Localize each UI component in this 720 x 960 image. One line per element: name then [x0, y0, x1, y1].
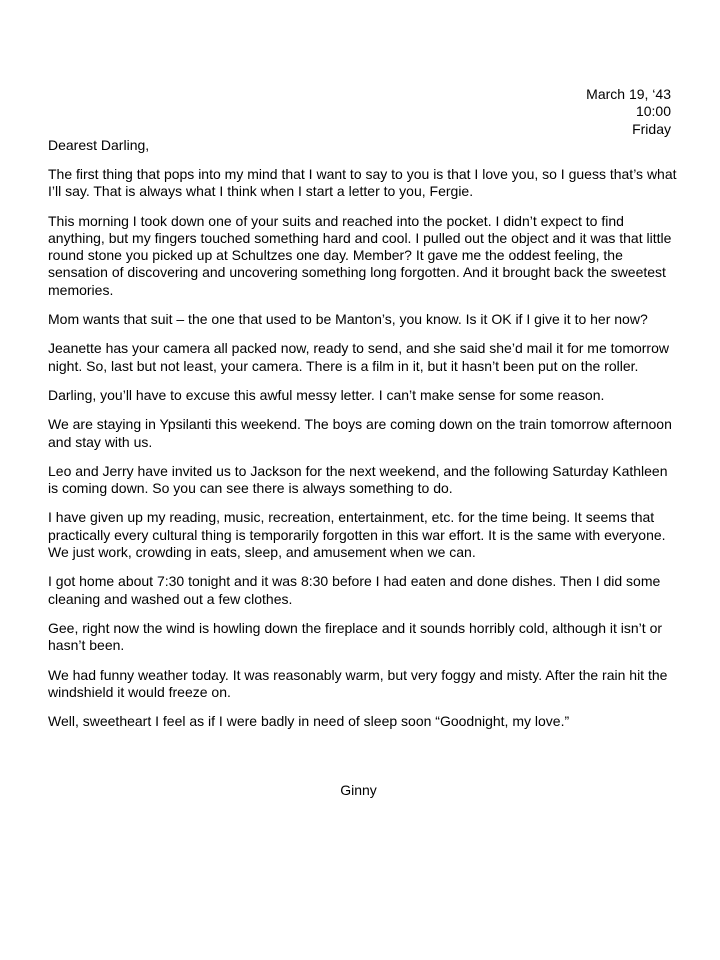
signature: Ginny — [340, 782, 377, 798]
letter-date: March 19, ‘43 — [586, 86, 671, 102]
letter-body — [48, 166, 680, 742]
paragraph: Leo and Jerry have invited us to Jackson for the next weekend, and the following Saturday Kathleen is coming down. So you can see there is always something to do. — [48, 462, 668, 497]
date-block — [586, 86, 671, 138]
paragraph: We are staying in Ypsilanti this weekend. The boys are coming down on the train tomorrow afternoon and stay with us. — [48, 416, 672, 450]
letter-day: Friday — [632, 120, 671, 137]
paragraph: This morning I took down one of your suits and reached into the pocket. I didn’t expect to find anything, but my fingers touched something hard and cool. I pulled out the object and it was that little round stone you picked up at Schultzes one day. Member? It gave me the oddest feeling, the sensation of discovering and uncovering something long forgotten. And it brought back the sweetest memories. — [48, 212, 672, 298]
letter-time: 10:00 — [635, 103, 671, 120]
paragraph: Mom wants that suit – the one that used to be Manton’s, you know. Is it OK if I give it to her now? — [48, 311, 648, 328]
paragraph: I got home about 7:30 tonight and it was 8:30 before I had eaten and done dishes. Then I did some cleaning and washed out a few clothes. — [48, 573, 661, 607]
paragraph: Darling, you’ll have to excuse this awful messy letter. I can’t make sense for some reason. — [48, 386, 605, 403]
paragraph: I have given up my reading, music, recreation, entertainment, etc. for the time being. It seems that practically every cultural thing is temporarily forgotten in this war effort. It is the same with everyone. We just work, crowding in eats, sleep, and amusement when we can. — [48, 509, 666, 561]
paragraph: Well, sweetheart I feel as if I were badly in need of sleep soon “Goodnight, my love.” — [48, 713, 570, 730]
paragraph: The first thing that pops into my mind that I want to say to you is that I love you, so I guess that’s what I’ll say. That is always what I think when I start a letter to you, Fergie. — [48, 166, 677, 200]
paragraph: Gee, right now the wind is howling down the fireplace and it sounds horribly cold, although it isn’t or hasn’t been. — [48, 619, 663, 654]
paragraph: We had funny weather today. It was reasonably warm, but very foggy and misty. After the rain hit the windshield it would freeze on. — [48, 666, 668, 700]
salutation: Dearest Darling, — [48, 137, 150, 153]
signature-line — [0, 782, 720, 799]
paragraph: Jeanette has your camera all packed now, ready to send, and she said she’d mail it for me tomorrow night. So, last but not least, your camera. There is a film in it, but it hasn’t been put on the roller. — [48, 340, 669, 374]
